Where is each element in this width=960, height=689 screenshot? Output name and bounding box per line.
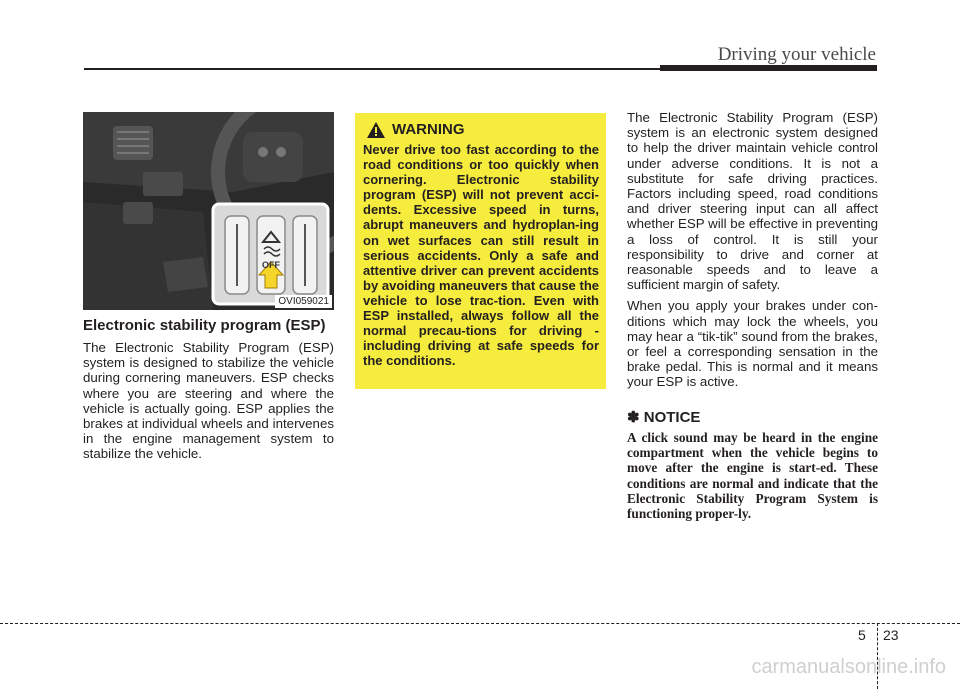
switch-off-label: OFF [262, 260, 280, 270]
right-column [627, 110, 878, 521]
warning-triangle-icon [367, 122, 385, 138]
dashboard-illustration [83, 112, 334, 310]
notice-title: ✽ NOTICE [627, 408, 701, 426]
figure-code: OVI059021 [275, 295, 332, 308]
footer-rule [0, 623, 960, 624]
warning-header [367, 121, 599, 138]
brake-sound-paragraph: When you apply your brakes under con-ditions which may lock the wheels, you may hear a “tik-tik” sound from the brakes, or feel a corresponding sensation in the brake pedal. This is normal and it means your ESP is active. [627, 298, 878, 390]
esp-switch-figure [83, 112, 334, 310]
notice-text: A click sound may be heard in the engine compartment when the vehicle begins to move after the engine is start-ed. These conditions are normal and indicate that the Electronic Stability Program System is functioning proper-ly. [627, 429, 878, 522]
off-label-svg [256, 258, 286, 270]
warning-text: Never drive too fast according to the road conditions or too quickly when cornering. Electronic stability program (ESP) will not prevent acci-dents. Excessive speed in turns, abrupt maneuvers and hydroplan-ing on wet surfaces can still result in serious accidents. Only a safe and attentive driver can prevent accidents by avoiding maneuvers that cause the vehicle to lose trac-tion. Even with ESP installed, always follow all the normal precau-tions for driving - including driving at safe speeds for the conditions. [363, 142, 599, 369]
esp-system-paragraph: The Electronic Stability Program (ESP) system is an electronic system designed to help the driver maintain vehicle control under adverse conditions. It is not a substitute for safe driving practices. Factors including speed, road conditions and driver steering input can all affect whether ESP will be effective in preventing a loss of control. It is still your responsibility to drive and corner at reasonable speeds and to leave a sufficient margin of safety. [627, 110, 878, 293]
page-header-title: Driving your vehicle [717, 44, 876, 65]
esp-description: The Electronic Stability Program (ESP) system is designed to stabilize the vehicle during cornering maneuvers. ESP checks where you are steering and where the vehicle is actually going. ESP applies the brakes at individual wheels and intervenes in the engine management system to stabilize the vehicle. [83, 340, 334, 462]
page-number: 23 [883, 627, 899, 643]
left-column [83, 112, 334, 462]
esp-section-title: Electronic stability program (ESP) [83, 317, 326, 334]
watermark: carmanualsonline.info [751, 656, 946, 678]
chapter-number: 5 [858, 627, 866, 643]
warning-title: WARNING [392, 121, 465, 138]
header-rule-accent [660, 65, 877, 71]
warning-box [355, 113, 606, 389]
header-rule [84, 68, 660, 70]
